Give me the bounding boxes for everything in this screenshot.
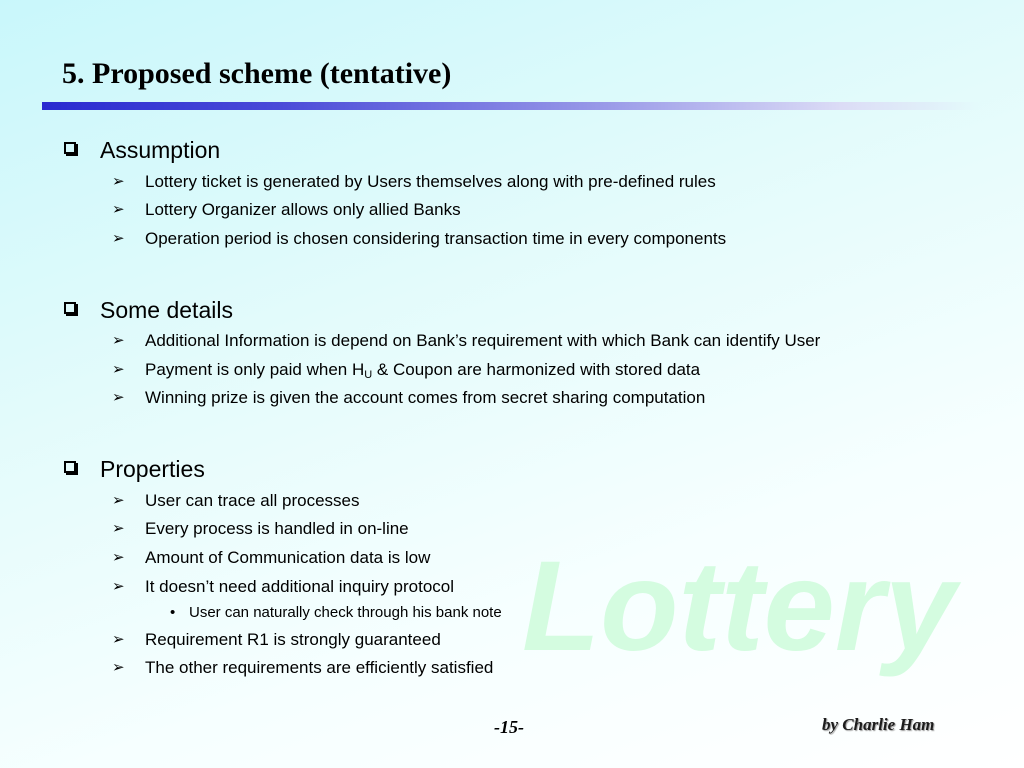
- checkbox-square-icon: [64, 142, 76, 154]
- page-number: -15-: [494, 717, 524, 737]
- checkbox-square-icon: [64, 461, 76, 473]
- list-item-text: Operation period is chosen considering transaction time in every components: [145, 229, 727, 248]
- list-item-text: Lottery Organizer allows only allied Banks: [145, 200, 461, 219]
- author-credit: by Charlie Ham: [822, 715, 935, 734]
- list-item-text: Lottery ticket is generated by Users themselves along with pre-defined rules: [145, 172, 716, 191]
- list-item-text: Every process is handled in on-line: [145, 519, 409, 538]
- sub-list-item-text: User can naturally check through his bank note: [189, 604, 502, 621]
- list-item-text: It doesn’t need additional inquiry protocol: [145, 577, 455, 596]
- arrowhead-icon: ➢: [112, 361, 125, 378]
- subscript-u: U: [364, 369, 373, 381]
- list-item-text: Amount of Communication data is low: [145, 548, 431, 567]
- arrowhead-icon: ➢: [112, 578, 125, 595]
- section-heading-label: Properties: [100, 456, 205, 482]
- list-item-text: [145, 359, 700, 381]
- arrowhead-icon: ➢: [112, 201, 125, 218]
- arrowhead-icon: ➢: [112, 520, 125, 537]
- checkbox-square-icon: [64, 302, 76, 314]
- list-item-text: Additional Information is depend on Bank’s requirement with which Bank can identify User: [145, 331, 821, 350]
- slide-title: 5. Proposed scheme (tentative): [62, 57, 452, 90]
- text-before-subscript: Payment is only paid when H: [145, 360, 365, 379]
- section-heading-label: Some details: [100, 297, 233, 323]
- arrowhead-icon: ➢: [112, 230, 125, 247]
- arrowhead-icon: ➢: [112, 549, 125, 566]
- arrowhead-icon: ➢: [112, 631, 125, 648]
- arrowhead-icon: ➢: [112, 659, 125, 676]
- text-after-subscript: & Coupon are harmonized with stored data: [372, 360, 701, 379]
- dot-icon: •: [170, 604, 176, 621]
- list-item-text: Requirement R1 is strongly guaranteed: [145, 630, 441, 649]
- list-item-text: Winning prize is given the account comes from secret sharing computation: [145, 388, 706, 407]
- arrowhead-icon: ➢: [112, 332, 125, 349]
- section-heading-label: Assumption: [100, 137, 221, 163]
- arrowhead-icon: ➢: [112, 492, 125, 509]
- arrowhead-icon: ➢: [112, 389, 125, 406]
- lottery-watermark: Lottery: [522, 535, 956, 678]
- arrowhead-icon: ➢: [112, 173, 125, 190]
- list-item-text: The other requirements are efficiently satisfied: [145, 658, 494, 677]
- list-item-text: User can trace all processes: [145, 491, 360, 510]
